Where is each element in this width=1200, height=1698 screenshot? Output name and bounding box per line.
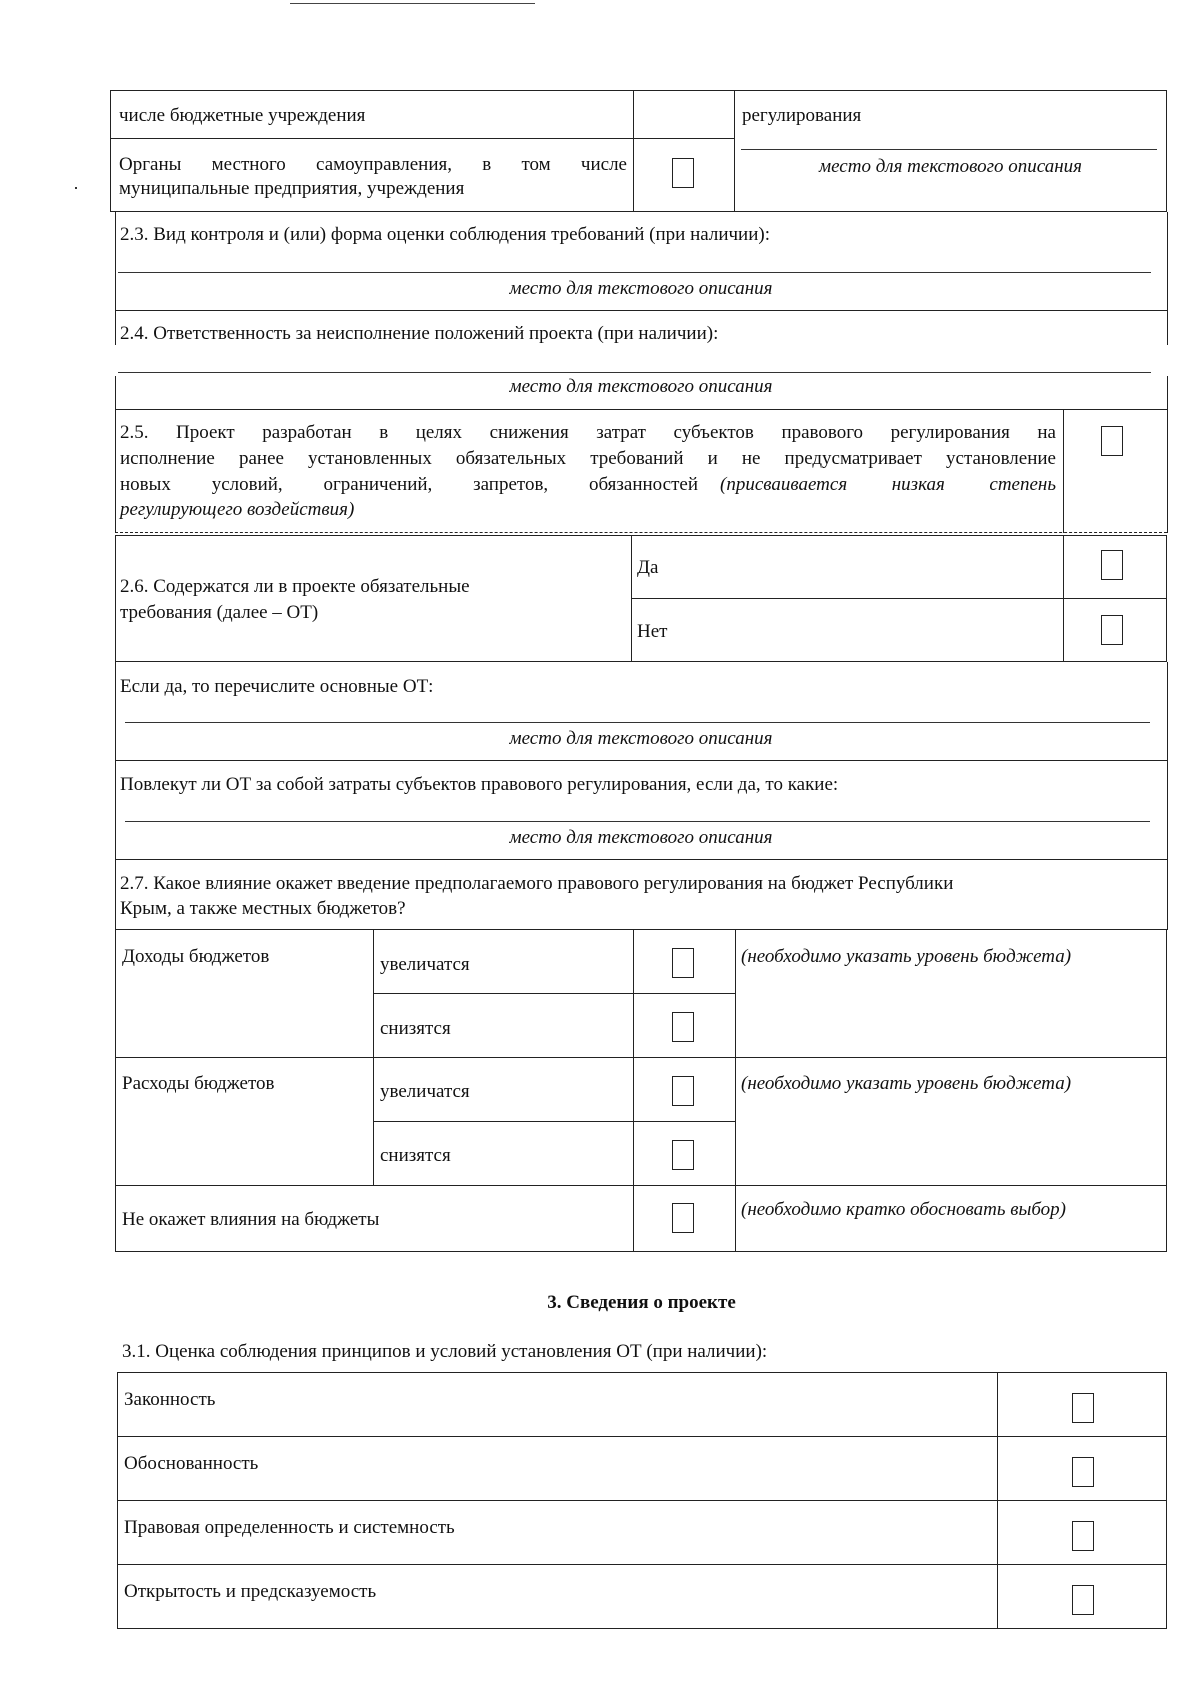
expense-label: Расходы бюджетов (122, 1073, 275, 1094)
income-label: Доходы бюджетов (122, 946, 270, 967)
s2-6-yes-label: Да (637, 557, 659, 578)
local-gov-placeholder: место для текстового описания (818, 156, 1083, 177)
expense-increase-label: увеличатся (380, 1081, 470, 1102)
s2-3-placeholder: место для текстового описания (509, 278, 773, 299)
section3-title: 3. Сведения о проекте (547, 1292, 736, 1313)
no-effect-label: Не окажет влияния на бюджеты (122, 1209, 380, 1230)
principle-legality: Законность (124, 1389, 216, 1410)
expense-hint: (необходимо указать уровень бюджета) (741, 1073, 1072, 1094)
local-gov-checkbox[interactable] (672, 158, 694, 188)
expense-increase-checkbox[interactable] (672, 1076, 694, 1106)
principle-openness-checkbox[interactable] (1072, 1585, 1094, 1615)
row-text-budget-institutions: числе бюджетные учреждения (119, 105, 366, 126)
s2-5-line4-note: регулирующего воздействия) (120, 499, 355, 520)
s2-5-line3-note: (присваивается низкая степень (720, 474, 1056, 495)
income-increase-checkbox[interactable] (672, 948, 694, 978)
s2-4-heading: 2.4. Ответственность за неисполнение положений проекта (при наличии): (120, 323, 719, 344)
s2-5-line2: исполнение ранее установленных обязательных требований и не предусматривает установление (120, 448, 1056, 469)
s2-6-no-label: Нет (637, 621, 668, 642)
s2-3-heading: 2.3. Вид контроля и (или) форма оценки соблюдения требований (при наличии): (120, 224, 770, 245)
principle-legal-certainty-checkbox[interactable] (1072, 1521, 1094, 1551)
income-increase-label: увеличатся (380, 954, 470, 975)
no-effect-checkbox[interactable] (672, 1203, 694, 1233)
principle-legal-certainty: Правовая определенность и системность (124, 1517, 455, 1538)
expense-decrease-label: снизятся (380, 1145, 451, 1166)
scan-artifact-dot (75, 187, 77, 189)
costs-ot-placeholder: место для текстового описания (509, 827, 773, 848)
principle-legality-checkbox[interactable] (1072, 1393, 1094, 1423)
s2-5-line3-text: новых условий, ограничений, запретов, обязанностей (120, 474, 698, 495)
local-gov-label-line1: Органы местного самоуправления, в том числе (119, 154, 627, 175)
s2-6-no-checkbox[interactable] (1101, 615, 1123, 645)
local-gov-label-line2: муниципальные предприятия, учреждения (119, 178, 465, 199)
expense-decrease-checkbox[interactable] (672, 1140, 694, 1170)
s2-6-question-line1: 2.6. Содержатся ли в проекте обязательные (120, 576, 470, 597)
section3-q3-1: 3.1. Оценка соблюдения принципов и условий установления ОТ (при наличии): (122, 1341, 768, 1362)
income-decrease-label: снизятся (380, 1018, 451, 1039)
income-decrease-checkbox[interactable] (672, 1012, 694, 1042)
s2-6-question-line2: требования (далее – ОТ) (120, 602, 319, 623)
income-hint: (необходимо указать уровень бюджета) (741, 946, 1072, 967)
principle-validity: Обоснованность (124, 1453, 259, 1474)
s2-5-line1: 2.5. Проект разработан в целях снижения затрат субъектов правового регулирования на (120, 422, 1056, 443)
principle-validity-checkbox[interactable] (1072, 1457, 1094, 1487)
list-ot-placeholder: место для текстового описания (509, 728, 773, 749)
s2-4-placeholder: место для текстового описания (509, 376, 773, 397)
s2-7-line2: Крым, а также местных бюджетов? (120, 898, 406, 919)
principle-openness: Открытость и предсказуемость (124, 1581, 377, 1602)
s2-6-yes-checkbox[interactable] (1101, 550, 1123, 580)
list-ot-heading: Если да, то перечислите основные ОТ: (120, 676, 434, 697)
no-effect-hint: (необходимо кратко обосновать выбор) (741, 1199, 1066, 1220)
row-text-regulation: регулирования (742, 105, 862, 126)
scan-artifact-line (290, 3, 535, 4)
costs-ot-heading: Повлекут ли ОТ за собой затраты субъектов правового регулирования, если да, то какие: (120, 774, 839, 795)
s2-7-line1: 2.7. Какое влияние окажет введение предполагаемого правового регулирования на бюджет Республики (120, 873, 954, 894)
s2-5-checkbox[interactable] (1101, 426, 1123, 456)
s2-5-line3 (120, 472, 1056, 498)
